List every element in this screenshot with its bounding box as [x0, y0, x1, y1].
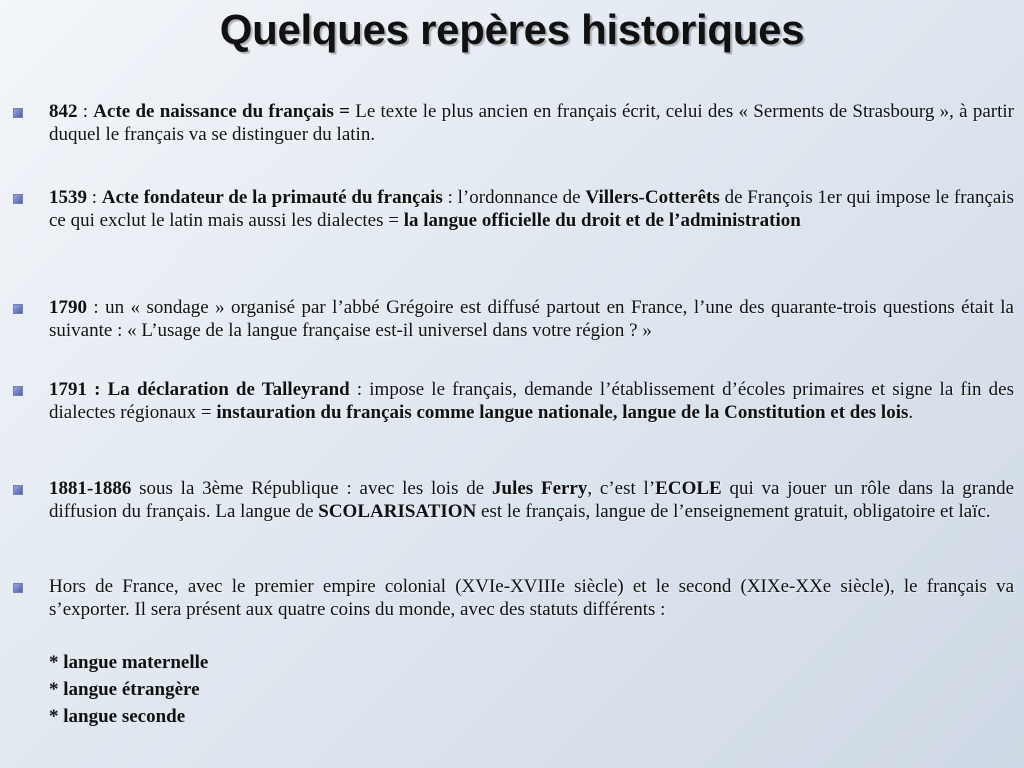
slide-title: Quelques repères historiques: [219, 6, 805, 53]
bold-text-run: Villers-Cotterêts: [585, 187, 720, 208]
bold-text-run: Jules Ferry: [492, 478, 588, 499]
text-run: sous la 3ème République : avec les lois de: [131, 478, 492, 499]
text-run: qui va jouer un rôle dans la grande diffusion du français. La langue de: [49, 478, 1015, 522]
bullet-text: [49, 186, 1014, 232]
text-run: .: [908, 402, 914, 423]
status-etrangere: * langue étrangère: [49, 679, 200, 700]
square-bullet-icon: [13, 485, 23, 495]
bold-text-run: la langue officielle du droit et de l’administration: [403, 210, 801, 231]
bold-text-run: =: [333, 101, 356, 122]
bold-text-run: Acte fondateur de la primauté du français: [101, 187, 443, 208]
bullet-text: [49, 296, 1014, 342]
text-run: est le français, langue de l’enseignement gratuit, obligatoire et laïc.: [476, 501, 991, 522]
square-bullet-icon: [13, 386, 23, 396]
square-bullet-icon: [13, 108, 23, 118]
bullet-text: [49, 100, 1014, 146]
text-run: Hors de France, avec le premier empire colonial (XVIe-XVIIIe siècle) et le second (XIXe-XXe siècle), le français va s’exporter. Il sera présent aux quatre coins du monde, avec des statuts différents :: [49, 576, 1014, 620]
text-run: : un « sondage » organisé par l’abbé Grégoire est diffusé partout en France, l’une des quarante-trois questions était la suivante : « L’usage de la langue française est-il universel dans votre région ? »: [49, 297, 1014, 341]
text-run: : impose le français, demande l’établissement d’écoles primaires et signe la fin des dialectes régionaux =: [49, 379, 1014, 423]
status-maternelle: * langue maternelle: [49, 652, 209, 673]
bold-text-run: instauration du français comme langue nationale, langue de la Constitution et des lois: [216, 402, 909, 423]
bullet-text: [49, 477, 1014, 523]
bold-text-run: 1790: [49, 297, 87, 318]
text-run: , c’est l’: [587, 478, 656, 499]
square-bullet-icon: [13, 583, 23, 593]
bold-text-run: Acte de naissance du français: [93, 101, 334, 122]
bold-text-run: 1881-1886: [49, 478, 132, 499]
bullet-text: [49, 575, 1014, 621]
text-run: :: [87, 187, 102, 208]
text-run: de François 1er qui impose le français ce qui exclut le latin mais aussi les dialectes =: [49, 187, 1014, 231]
bullet-text: [49, 378, 1014, 424]
bold-text-run: SCOLARISATION: [318, 501, 477, 522]
square-bullet-icon: [13, 194, 23, 204]
text-run: Le texte le plus ancien en français écrit, celui des « Serments de Strasbourg », à partir duquel le français va se distinguer du latin.: [49, 101, 1014, 145]
text-run: : l’ordonnance de: [442, 187, 586, 208]
text-run: :: [77, 101, 94, 122]
status-seconde: * langue seconde: [49, 706, 186, 727]
bold-text-run: 1791 : La déclaration de Talleyrand: [49, 379, 350, 400]
bold-text-run: 842: [49, 101, 78, 122]
bold-text-run: ECOLE: [655, 478, 722, 499]
square-bullet-icon: [13, 304, 23, 314]
bold-text-run: 1539: [49, 187, 87, 208]
